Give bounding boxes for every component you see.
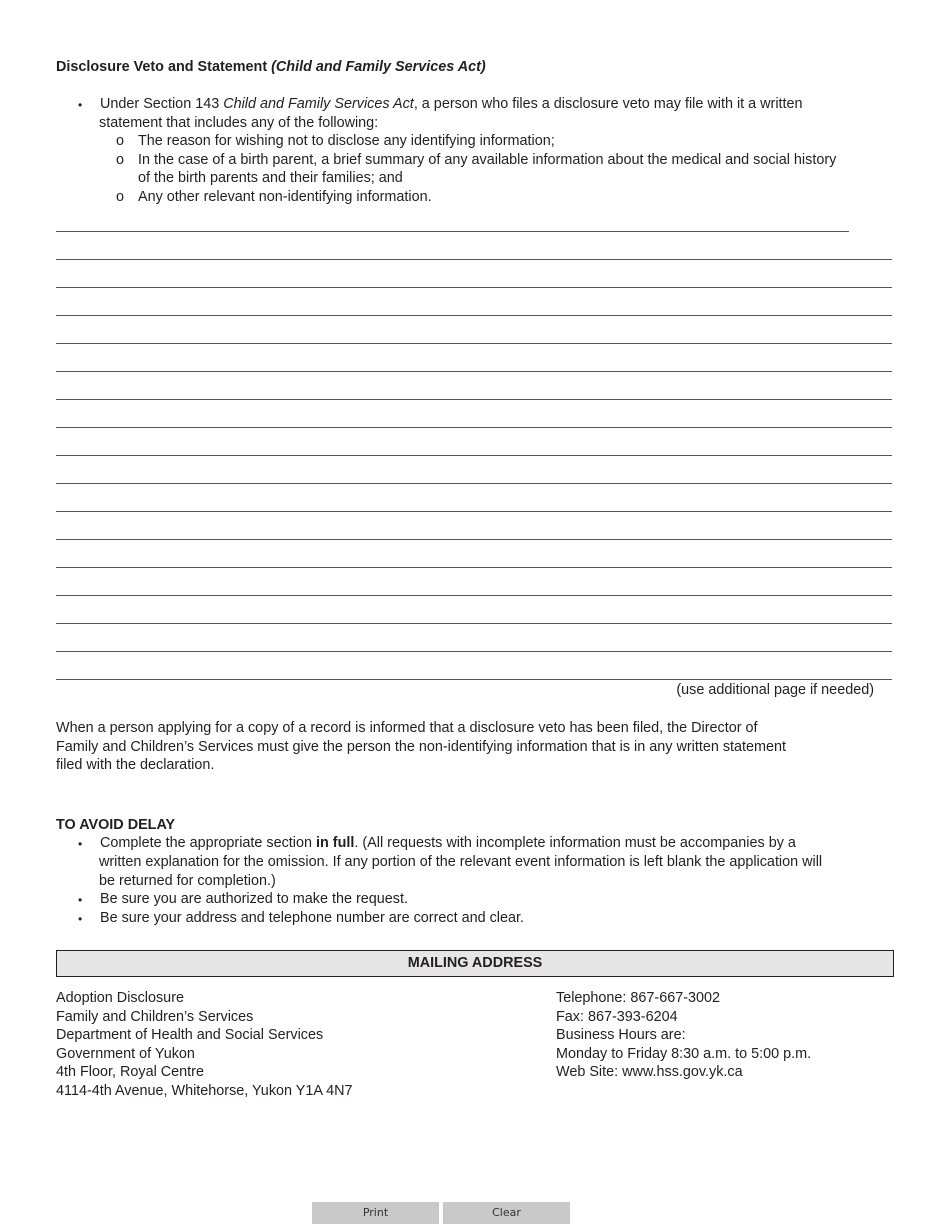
sub-item-2-line2: of the birth parents and their families; and [138,170,403,186]
write-line[interactable] [56,595,892,596]
avoid-item-3: Be sure your address and telephone number are correct and clear. [100,910,524,926]
avoid-delay-title: TO AVOID DELAY [56,817,176,833]
write-line[interactable] [56,567,892,568]
sub-item-3: Any other relevant non-identifying information. [138,189,432,205]
write-line[interactable] [56,343,892,344]
web-site: Web Site: www.hss.gov.yk.ca [556,1064,743,1081]
sub-bullet-icon: o [116,189,125,205]
section-title-bold: Disclosure Veto and Statement [56,59,268,75]
section-title [56,58,486,77]
print-button[interactable]: Print [312,1202,439,1224]
avoid-item-1-line3: be returned for completion.) [99,873,276,889]
mailing-address-left: Adoption Disclosure Family and Children’s Services Department of Health and Social Services Government of Yukon 4th Floor, Royal Centre 4114-4th Avenue, Whitehorse, Yukon Y1A 4N7 [56,990,353,1099]
sub-bullet-icon: o [116,152,125,168]
bullet-icon: • [78,893,83,907]
write-line[interactable] [56,287,892,288]
sub-bullet-icon: o [116,133,125,149]
sub-item-2: In the case of a birth parent, a brief summary of any available information about the medical and social history [138,152,837,168]
write-line[interactable] [56,231,849,232]
write-line[interactable] [56,259,892,260]
write-line[interactable] [56,651,892,652]
business-hours: Monday to Friday 8:30 a.m. to 5:00 p.m. [556,1045,812,1062]
avoid-item-1-line2: written explanation for the omission. If any portion of the relevant event information is left blank the application will [99,854,823,870]
veto-bullet-text-line2: statement that includes any of the following: [99,115,379,131]
veto-bullet-text: Under Section 143 Child and Family Services Act, a person who files a disclosure veto may file with it a written [100,96,803,112]
disclosure-paragraph: When a person applying for a copy of a record is informed that a disclosure veto has been filed, the Director of Family and Children’s Services must give the person the non-identifying information that is in any written statement filed with the declaration. [56,720,787,774]
bullet-icon: • [78,837,83,851]
avoid-item-2: Be sure you are authorized to make the request. [100,891,408,907]
clear-button[interactable]: Clear [443,1202,570,1224]
bullet-icon: • [78,912,83,926]
write-line[interactable] [56,511,892,512]
write-line[interactable] [56,539,892,540]
bullet-icon: • [78,98,83,112]
write-line[interactable] [56,399,892,400]
write-line[interactable] [56,371,892,372]
avoid-item-1: Complete the appropriate section in full. (All requests with incomplete information must be accompanies by a [100,835,796,851]
write-line[interactable] [56,427,892,428]
mailing-address-header: MAILING ADDRESS [56,950,894,977]
write-line[interactable] [56,483,892,484]
telephone: Telephone: 867-667-3002 [556,990,721,1006]
additional-page-note: (use additional page if needed) [676,682,874,698]
mailing-address-right: Telephone: 867-667-3002 Fax: 867-393-6204 Business Hours are: Monday to Friday 8:30 a.m. to 5:00 p.m. Web Site: www.hss.gov.yk.ca [556,990,812,1081]
write-line[interactable] [56,679,892,680]
write-line[interactable] [56,315,892,316]
write-line[interactable] [56,455,892,456]
section-title-italic: (Child and Family Services Act) [271,59,486,75]
sub-item-1: The reason for wishing not to disclose any identifying information; [138,133,555,149]
fax: Fax: 867-393-6204 [556,1008,678,1025]
write-line[interactable] [56,623,892,624]
